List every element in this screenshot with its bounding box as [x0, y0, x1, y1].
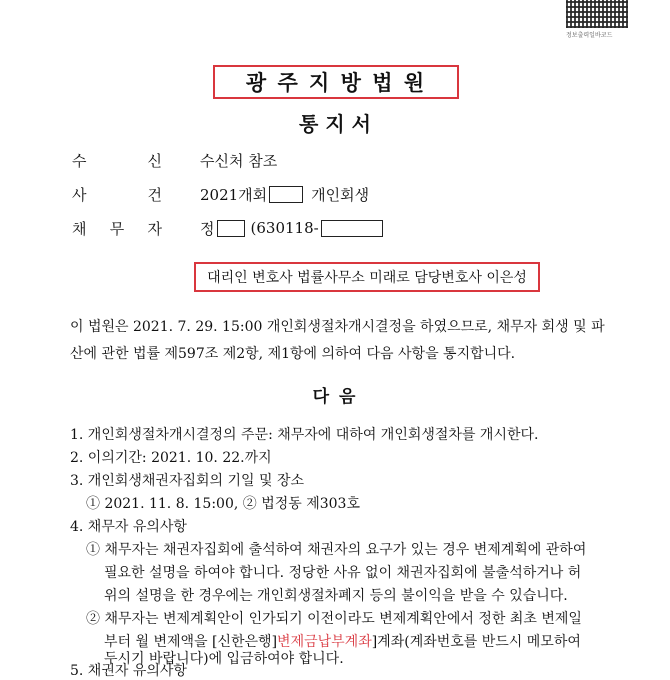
- redaction-box: [269, 186, 303, 203]
- barcode-icon: [566, 0, 628, 28]
- field-label: 채 무 자: [72, 219, 162, 238]
- court-name: 광 주 지 방 법 원: [245, 70, 427, 95]
- representative-text: 대리인 변호사 법률사무소 미래로 담당변호사 이은성: [207, 270, 527, 286]
- field-debtor: [72, 216, 385, 240]
- field-value: 정 (630118-: [200, 218, 385, 239]
- intro-line: 산에 관한 법률 제597조 제2항, 제1항에 의하여 다음 사항을 통지합니다.: [70, 346, 516, 362]
- field-case: [72, 182, 369, 206]
- item-line: 3. 개인회생채권자집회의 기일 및 장소: [70, 473, 305, 489]
- field-label: 수 신: [72, 151, 162, 170]
- intro-line: 이 법원은 2021. 7. 29. 15:00 개인회생절차개시결정을 하였으므로, 채무자 회생 및 파: [70, 319, 605, 335]
- court-name-box: [213, 65, 459, 99]
- field-recipient: [72, 148, 277, 172]
- payment-line: 부터 월 변제액을 [신한은행]변제금납부계좌]계좌(계좌번호를 반드시 메모하여: [104, 634, 581, 650]
- item-line: 5. 채권자 유의사항: [70, 663, 187, 679]
- intro-paragraph: [70, 314, 610, 368]
- field-value: 수신처 참조: [200, 151, 278, 170]
- item-line: 위의 설명을 한 경우에는 개인회생절차폐지 등의 불이익을 받을 수 있습니다.: [104, 588, 568, 604]
- redaction-box: [217, 220, 245, 237]
- redaction-box: [321, 220, 383, 237]
- notice-title: 통 지 서: [299, 112, 371, 136]
- field-label: 사 건: [72, 185, 162, 204]
- item-line: 2. 이의기간: 2021. 10. 22.까지: [70, 450, 272, 466]
- section-heading: 다 음: [312, 387, 358, 407]
- representative-box: [194, 262, 540, 292]
- item-line: ① 채무자는 채권자집회에 출석하여 채권자의 요구가 있는 경우 변제계획에 관하여: [86, 542, 587, 558]
- item-line: 1. 개인회생절차개시결정의 주문: 채무자에 대하여 개인회생절차를 개시한다.: [70, 427, 539, 443]
- item-line: 4. 채무자 유의사항: [70, 519, 187, 535]
- item-line: 필요한 설명을 하여야 합니다. 정당한 사유 없이 채권자집회에 불출석하거나 허: [104, 565, 582, 581]
- item-line: ② 채무자는 변제계획안이 인가되기 이전이라도 변제계획안에서 정한 최초 변제일: [86, 611, 582, 627]
- payment-account-highlight: 변제금납부계좌: [277, 634, 372, 650]
- item-line: 두시기 바랍니다)에 입금하여야 합니다.: [104, 651, 344, 667]
- field-value: 2021개회 개인회생: [200, 185, 370, 204]
- barcode-caption: 정보출력일바코드: [566, 32, 613, 39]
- item-line: ① 2021. 11. 8. 15:00, ② 법정동 제303호: [86, 496, 360, 512]
